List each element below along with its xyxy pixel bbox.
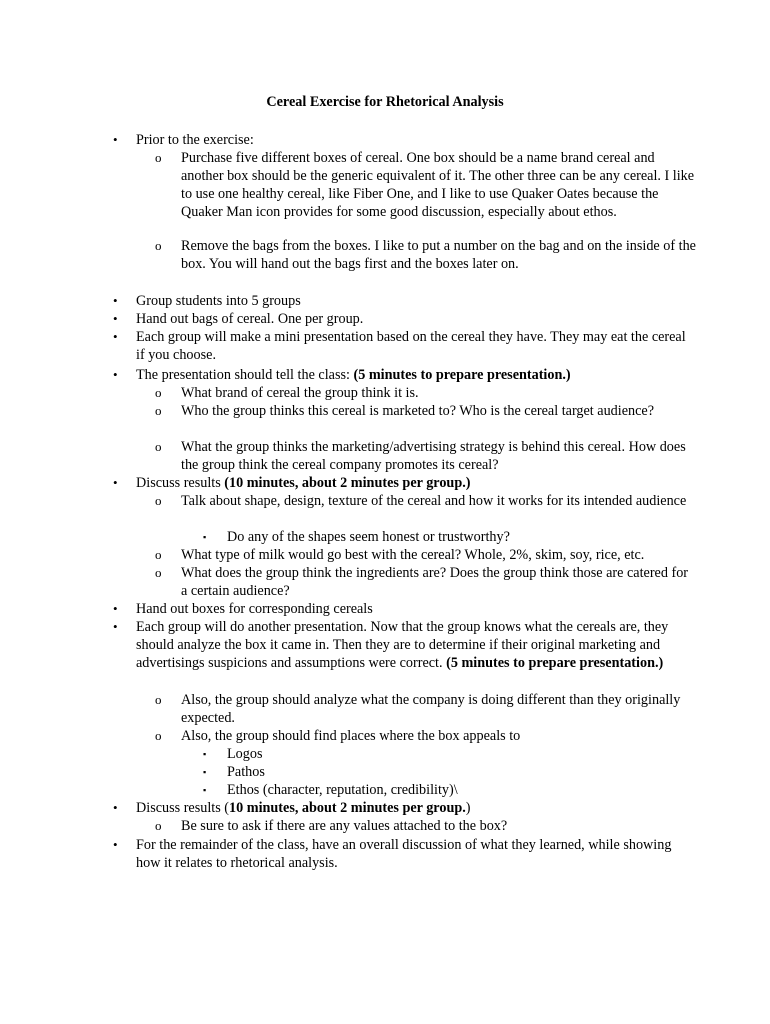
list-item-bold-text: (10 minutes, about 2 minutes per group.) — [224, 475, 471, 491]
list-item-text: Hand out bags of cereal. One per group. — [136, 311, 364, 327]
list-item-text-end: ) — [465, 800, 471, 816]
sub-item-text: Also, the group should analyze what the company is doing different than they originally expected. — [181, 692, 681, 727]
list-item-tell-class — [113, 366, 696, 384]
list-item-text: Discuss results — [136, 475, 225, 491]
bullet-icon: • — [113, 367, 118, 382]
list-item-text: The presentation should tell the class: — [136, 367, 354, 383]
list-item-text: Each group will do another presentation. Now that the group knows what the cereals are, they should analyze the box it came in. Then they are to determine if their original marketing and advertisings suspicions and assumptions were correct. — [136, 619, 669, 672]
list-item-text: Group students into 5 groups — [136, 293, 301, 309]
bullet-icon: • — [113, 132, 118, 147]
square-bullet-icon: ▪ — [203, 749, 207, 759]
list-item-text: Hand out boxes for corresponding cereals — [136, 601, 373, 617]
list-item-bold-text: 10 minutes, about 2 minutes per group. — [229, 800, 466, 816]
list-item-discuss-results-2 — [113, 799, 696, 817]
circle-bullet-icon: o — [155, 385, 162, 400]
bullet-icon: • — [113, 837, 118, 852]
sub-item-text: Also, the group should find places where the box appeals to — [181, 728, 521, 744]
sub-item-also-appeals — [155, 727, 696, 745]
sub-sub-item-text: Ethos (character, reputation, credibility)\ — [227, 782, 458, 798]
bullet-icon: • — [113, 311, 118, 326]
list-item-text: Prior to the exercise: — [136, 132, 254, 148]
list-item-group-students — [113, 292, 696, 310]
sub-item-milk — [155, 546, 696, 564]
circle-bullet-icon: o — [155, 818, 162, 833]
sub-item-purchase — [155, 149, 696, 221]
sub-sub-item-shapes-honest — [203, 528, 697, 546]
sub-item-ingredients — [155, 564, 696, 600]
sub-sub-item-text: Pathos — [227, 764, 265, 780]
list-item-mini-presentation — [113, 328, 696, 364]
sub-sub-item-logos — [203, 745, 697, 763]
circle-bullet-icon: o — [155, 692, 162, 707]
list-item-hand-out-boxes — [113, 600, 696, 618]
bullet-icon: • — [113, 475, 118, 490]
list-item-text: For the remainder of the class, have an overall discussion of what they learned, while showing how it relates to rhetorical analysis. — [136, 837, 672, 872]
sub-item-talk-shape — [155, 492, 696, 510]
sub-item-values — [155, 817, 696, 835]
sub-item-who-marketed — [155, 402, 696, 420]
sub-item-text: Talk about shape, design, texture of the cereal and how it works for its intended audience — [181, 493, 687, 509]
sub-item-text: What the group thinks the marketing/advertising strategy is behind this cereal. How does the group think the cereal company promotes its cereal? — [181, 439, 686, 474]
list-item-text: Each group will make a mini presentation based on the cereal they have. They may eat the cereal if you choose. — [136, 329, 686, 364]
circle-bullet-icon: o — [155, 565, 162, 580]
list-item-text: Discuss results ( — [136, 800, 230, 816]
bullet-icon: • — [113, 601, 118, 616]
circle-bullet-icon: o — [155, 439, 162, 454]
sub-item-marketing-strategy — [155, 438, 696, 474]
square-bullet-icon: ▪ — [203, 785, 207, 795]
list-item-another-presentation — [113, 618, 696, 672]
sub-item-also-company — [155, 691, 696, 727]
list-item-discuss-results-1 — [113, 474, 696, 492]
sub-sub-item-text: Logos — [227, 746, 263, 762]
bullet-icon: • — [113, 619, 118, 634]
circle-bullet-icon: o — [155, 493, 162, 508]
sub-sub-item-pathos — [203, 763, 697, 781]
list-item-remainder — [113, 836, 696, 872]
list-item-prior — [113, 131, 696, 149]
square-bullet-icon: ▪ — [203, 532, 207, 542]
sub-item-text: Remove the bags from the boxes. I like to put a number on the bag and on the inside of the box. You will hand out the bags first and the boxes later on. — [181, 238, 696, 273]
sub-item-text: Be sure to ask if there are any values attached to the box? — [181, 818, 508, 834]
bullet-icon: • — [113, 329, 118, 344]
list-item-bold-text: (5 minutes to prepare presentation.) — [353, 367, 571, 383]
sub-item-what-brand — [155, 384, 696, 402]
circle-bullet-icon: o — [155, 238, 162, 253]
sub-item-text: Who the group thinks this cereal is marketed to? Who is the cereal target audience? — [181, 403, 655, 419]
list-item-hand-out-bags — [113, 310, 696, 328]
circle-bullet-icon: o — [155, 150, 162, 165]
sub-item-text: What type of milk would go best with the cereal? Whole, 2%, skim, soy, rice, etc. — [181, 547, 645, 563]
sub-item-text: What brand of cereal the group think it is. — [181, 385, 419, 401]
sub-sub-item-text: Do any of the shapes seem honest or trustworthy? — [227, 529, 510, 545]
page-title: Cereal Exercise for Rhetorical Analysis — [266, 94, 504, 110]
sub-item-text: What does the group think the ingredients are? Does the group think those are catered for a certain audience? — [181, 565, 689, 600]
circle-bullet-icon: o — [155, 547, 162, 562]
circle-bullet-icon: o — [155, 728, 162, 743]
sub-sub-item-ethos — [203, 781, 697, 799]
sub-item-remove-bags — [155, 237, 696, 273]
bullet-icon: • — [113, 800, 118, 815]
sub-item-text: Purchase five different boxes of cereal. One box should be a name brand cereal and another box should be the generic equivalent of it. The other three can be any cereal. I like to use one healthy cereal, like Fiber One, and I like to use Quaker Oates because the Quaker Man icon provides for some good discussion, especially about ethos. — [181, 150, 695, 221]
bullet-icon: • — [113, 293, 118, 308]
list-item-bold-text: (5 minutes to prepare presentation.) — [446, 655, 664, 672]
square-bullet-icon: ▪ — [203, 767, 207, 777]
circle-bullet-icon: o — [155, 403, 162, 418]
